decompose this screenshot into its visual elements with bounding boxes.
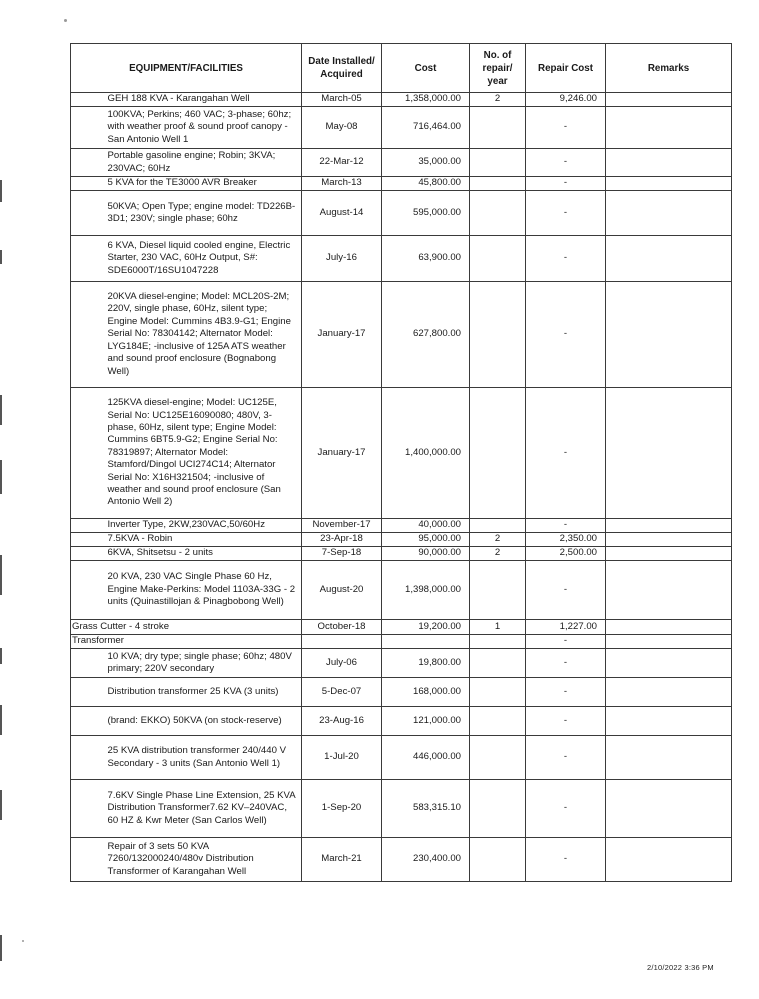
- equipment-cell: Distribution transformer 25 KVA (3 units): [107, 678, 302, 707]
- cost-cell: 45,800.00: [382, 177, 470, 191]
- repairs-count-cell: [470, 177, 526, 191]
- repairs-count-cell: 1: [470, 620, 526, 635]
- cost-cell: 627,800.00: [382, 282, 470, 388]
- date-installed-cell: 5-Dec-07: [302, 678, 382, 707]
- table-row: [71, 635, 732, 649]
- table-row: [71, 620, 732, 635]
- date-installed-cell: March-13: [302, 177, 382, 191]
- repairs-count-cell: [470, 780, 526, 838]
- remarks-cell: [606, 780, 732, 838]
- equipment-cell: 6KVA, Shitsetsu - 2 units: [107, 547, 302, 561]
- repair-cost-cell: -: [526, 282, 606, 388]
- indent-cell: [71, 649, 107, 678]
- remarks-cell: [606, 519, 732, 533]
- scan-edge-mark: [0, 705, 2, 735]
- date-installed-cell: [302, 635, 382, 649]
- header-remarks: Remarks: [606, 44, 732, 93]
- cost-cell: 90,000.00: [382, 547, 470, 561]
- scan-edge-mark: [0, 790, 2, 820]
- repair-cost-cell: -: [526, 635, 606, 649]
- indent-cell: [71, 547, 107, 561]
- remarks-cell: [606, 533, 732, 547]
- table-row: [71, 547, 732, 561]
- cost-cell: 583,315.10: [382, 780, 470, 838]
- cost-cell: 95,000.00: [382, 533, 470, 547]
- remarks-cell: [606, 149, 732, 177]
- scan-edge-mark: [0, 935, 2, 961]
- remarks-cell: [606, 107, 732, 149]
- remarks-cell: [606, 561, 732, 620]
- cost-cell: 19,800.00: [382, 649, 470, 678]
- table-row: [71, 533, 732, 547]
- remarks-cell: [606, 236, 732, 282]
- indent-cell: [71, 149, 107, 177]
- scan-edge-mark: [0, 460, 2, 494]
- date-installed-cell: August-14: [302, 191, 382, 236]
- print-timestamp: 2/10/2022 3:36 PM: [647, 963, 714, 972]
- repair-cost-cell: -: [526, 838, 606, 882]
- equipment-cell: Grass Cutter - 4 stroke: [71, 620, 302, 635]
- header-repair-cost: Repair Cost: [526, 44, 606, 93]
- equipment-cell: 6 KVA, Diesel liquid cooled engine, Electric Starter, 230 VAC, 60Hz Output, S#: SDE6000T/16SU1047228: [107, 236, 302, 282]
- equipment-cell: 10 KVA; dry type; single phase; 60hz; 480V primary; 220V secondary: [107, 649, 302, 678]
- repairs-count-cell: [470, 736, 526, 780]
- repair-cost-cell: 1,227.00: [526, 620, 606, 635]
- repairs-count-cell: [470, 191, 526, 236]
- remarks-cell: [606, 177, 732, 191]
- equipment-cell: (brand: EKKO) 50KVA (on stock-reserve): [107, 707, 302, 736]
- repair-cost-cell: -: [526, 388, 606, 519]
- cost-cell: 1,358,000.00: [382, 93, 470, 107]
- repair-cost-cell: -: [526, 191, 606, 236]
- repairs-count-cell: [470, 107, 526, 149]
- repair-cost-cell: -: [526, 236, 606, 282]
- table-row: [71, 191, 732, 236]
- equipment-cell: GEH 188 KVA - Karangahan Well: [107, 93, 302, 107]
- repairs-count-cell: [470, 561, 526, 620]
- cost-cell: 446,000.00: [382, 736, 470, 780]
- cost-cell: 595,000.00: [382, 191, 470, 236]
- table-row: [71, 107, 732, 149]
- indent-cell: [71, 707, 107, 736]
- repair-cost-cell: -: [526, 107, 606, 149]
- table-row: [71, 561, 732, 620]
- date-installed-cell: March-05: [302, 93, 382, 107]
- repair-cost-cell: -: [526, 149, 606, 177]
- indent-cell: [71, 107, 107, 149]
- repairs-count-cell: [470, 388, 526, 519]
- repairs-count-cell: [470, 282, 526, 388]
- scan-edge-mark: [0, 395, 2, 425]
- repairs-count-cell: [470, 236, 526, 282]
- indent-cell: [71, 191, 107, 236]
- date-installed-cell: July-06: [302, 649, 382, 678]
- repairs-count-cell: 2: [470, 547, 526, 561]
- cost-cell: 230,400.00: [382, 838, 470, 882]
- table-row: [71, 780, 732, 838]
- cost-cell: 19,200.00: [382, 620, 470, 635]
- remarks-cell: [606, 838, 732, 882]
- scan-edge-mark: [0, 250, 2, 264]
- cost-cell: 716,464.00: [382, 107, 470, 149]
- repairs-count-cell: 2: [470, 93, 526, 107]
- repair-cost-cell: -: [526, 177, 606, 191]
- table-row: [71, 282, 732, 388]
- date-installed-cell: 23-Aug-16: [302, 707, 382, 736]
- table-header-row: [71, 44, 732, 93]
- indent-cell: [71, 780, 107, 838]
- date-installed-cell: 7-Sep-18: [302, 547, 382, 561]
- indent-cell: [71, 93, 107, 107]
- repair-cost-cell: -: [526, 707, 606, 736]
- cost-cell: [382, 635, 470, 649]
- repair-cost-cell: -: [526, 780, 606, 838]
- scan-edge-mark: [0, 180, 2, 202]
- equipment-cell: 7.6KV Single Phase Line Extension, 25 KVA Distribution Transformer7.62 KV–240VAC, 60 HZ & Kwr Meter (San Carlos Well): [107, 780, 302, 838]
- equipment-cell: 25 KVA distribution transformer 240/440 V Secondary - 3 units (San Antonio Well 1): [107, 736, 302, 780]
- cost-cell: 1,398,000.00: [382, 561, 470, 620]
- repair-cost-cell: -: [526, 736, 606, 780]
- table-row: [71, 177, 732, 191]
- table-row: [71, 388, 732, 519]
- remarks-cell: [606, 649, 732, 678]
- table-row: [71, 93, 732, 107]
- remarks-cell: [606, 191, 732, 236]
- remarks-cell: [606, 707, 732, 736]
- repairs-count-cell: [470, 649, 526, 678]
- remarks-cell: [606, 635, 732, 649]
- remarks-cell: [606, 93, 732, 107]
- equipment-cell: Portable gasoline engine; Robin; 3KVA; 230VAC; 60Hz: [107, 149, 302, 177]
- remarks-cell: [606, 282, 732, 388]
- table-row: [71, 149, 732, 177]
- repairs-count-cell: [470, 678, 526, 707]
- cost-cell: 1,400,000.00: [382, 388, 470, 519]
- indent-cell: [71, 177, 107, 191]
- date-installed-cell: 22-Mar-12: [302, 149, 382, 177]
- header-repairs-per-year: No. of repair/ year: [470, 44, 526, 93]
- cost-cell: 63,900.00: [382, 236, 470, 282]
- equipment-table: [70, 43, 732, 882]
- repair-cost-cell: -: [526, 678, 606, 707]
- remarks-cell: [606, 388, 732, 519]
- equipment-cell: 20KVA diesel-engine; Model: MCL20S-2M; 220V, single phase, 60Hz, silent type; Engine Model: Cummins 4B3.9-G1; Engine Serial No: 78304142; Alternator Model: LYG184E; -inclusive of 125A ATS weather and sound proof enclosure (Bognabong Well): [107, 282, 302, 388]
- table-row: [71, 236, 732, 282]
- cost-cell: 121,000.00: [382, 707, 470, 736]
- scan-speck: [22, 940, 24, 942]
- equipment-cell: Transformer: [71, 635, 302, 649]
- repairs-count-cell: [470, 149, 526, 177]
- equipment-cell: Repair of 3 sets 50 KVA 7260/132000240/480v Distribution Transformer of Karangahan Well: [107, 838, 302, 882]
- repairs-count-cell: [470, 707, 526, 736]
- indent-cell: [71, 282, 107, 388]
- equipment-cell: Inverter Type, 2KW,230VAC,50/60Hz: [107, 519, 302, 533]
- repair-cost-cell: -: [526, 561, 606, 620]
- indent-cell: [71, 533, 107, 547]
- remarks-cell: [606, 547, 732, 561]
- indent-cell: [71, 838, 107, 882]
- repairs-count-cell: [470, 838, 526, 882]
- cost-cell: 40,000.00: [382, 519, 470, 533]
- equipment-cell: 5 KVA for the TE3000 AVR Breaker: [107, 177, 302, 191]
- table-row: [71, 838, 732, 882]
- date-installed-cell: January-17: [302, 282, 382, 388]
- cost-cell: 35,000.00: [382, 149, 470, 177]
- repairs-count-cell: [470, 519, 526, 533]
- remarks-cell: [606, 736, 732, 780]
- scan-speck: [64, 19, 67, 22]
- header-equipment: EQUIPMENT/FACILITIES: [71, 44, 302, 93]
- table-row: [71, 707, 732, 736]
- equipment-cell: 20 KVA, 230 VAC Single Phase 60 Hz, Engine Make-Perkins: Model 1103A-33G - 2 units (Quinastillojan & Pinagbobong Well): [107, 561, 302, 620]
- repairs-count-cell: [470, 635, 526, 649]
- indent-cell: [71, 236, 107, 282]
- equipment-cell: 100KVA; Perkins; 460 VAC; 3-phase; 60hz; with weather proof & sound proof canopy - San Antonio Well 1: [107, 107, 302, 149]
- date-installed-cell: 1-Sep-20: [302, 780, 382, 838]
- repairs-count-cell: 2: [470, 533, 526, 547]
- remarks-cell: [606, 620, 732, 635]
- date-installed-cell: October-18: [302, 620, 382, 635]
- indent-cell: [71, 678, 107, 707]
- equipment-cell: 7.5KVA - Robin: [107, 533, 302, 547]
- date-installed-cell: November-17: [302, 519, 382, 533]
- indent-cell: [71, 388, 107, 519]
- date-installed-cell: 23-Apr-18: [302, 533, 382, 547]
- equipment-cell: 125KVA diesel-engine; Model: UC125E, Serial No: UC125E16090080; 480V, 3-phase, 60Hz, silent type; Engine Model: Cummins 6BT5.9-G2; Engine Serial No: 78319897; Alternator Model: Stamford/Dingol UCI274C14; Alternator Serial No: X16H321504; -inclusive of weather and sound proof enclosure (San Antonio Well 2): [107, 388, 302, 519]
- equipment-cell: 50KVA; Open Type; engine model: TD226B-3D1; 230V; single phase; 60hz: [107, 191, 302, 236]
- table-row: [71, 649, 732, 678]
- date-installed-cell: July-16: [302, 236, 382, 282]
- header-cost: Cost: [382, 44, 470, 93]
- scan-edge-mark: [0, 648, 2, 664]
- date-installed-cell: March-21: [302, 838, 382, 882]
- indent-cell: [71, 736, 107, 780]
- table-row: [71, 519, 732, 533]
- date-installed-cell: January-17: [302, 388, 382, 519]
- header-date-installed: Date Installed/ Acquired: [302, 44, 382, 93]
- date-installed-cell: May-08: [302, 107, 382, 149]
- table-row: [71, 736, 732, 780]
- cost-cell: 168,000.00: [382, 678, 470, 707]
- remarks-cell: [606, 678, 732, 707]
- repair-cost-cell: 2,350.00: [526, 533, 606, 547]
- indent-cell: [71, 519, 107, 533]
- repair-cost-cell: -: [526, 519, 606, 533]
- repair-cost-cell: 2,500.00: [526, 547, 606, 561]
- repair-cost-cell: 9,246.00: [526, 93, 606, 107]
- date-installed-cell: August-20: [302, 561, 382, 620]
- date-installed-cell: 1-Jul-20: [302, 736, 382, 780]
- indent-cell: [71, 561, 107, 620]
- repair-cost-cell: -: [526, 649, 606, 678]
- scan-edge-mark: [0, 555, 2, 595]
- table-row: [71, 678, 732, 707]
